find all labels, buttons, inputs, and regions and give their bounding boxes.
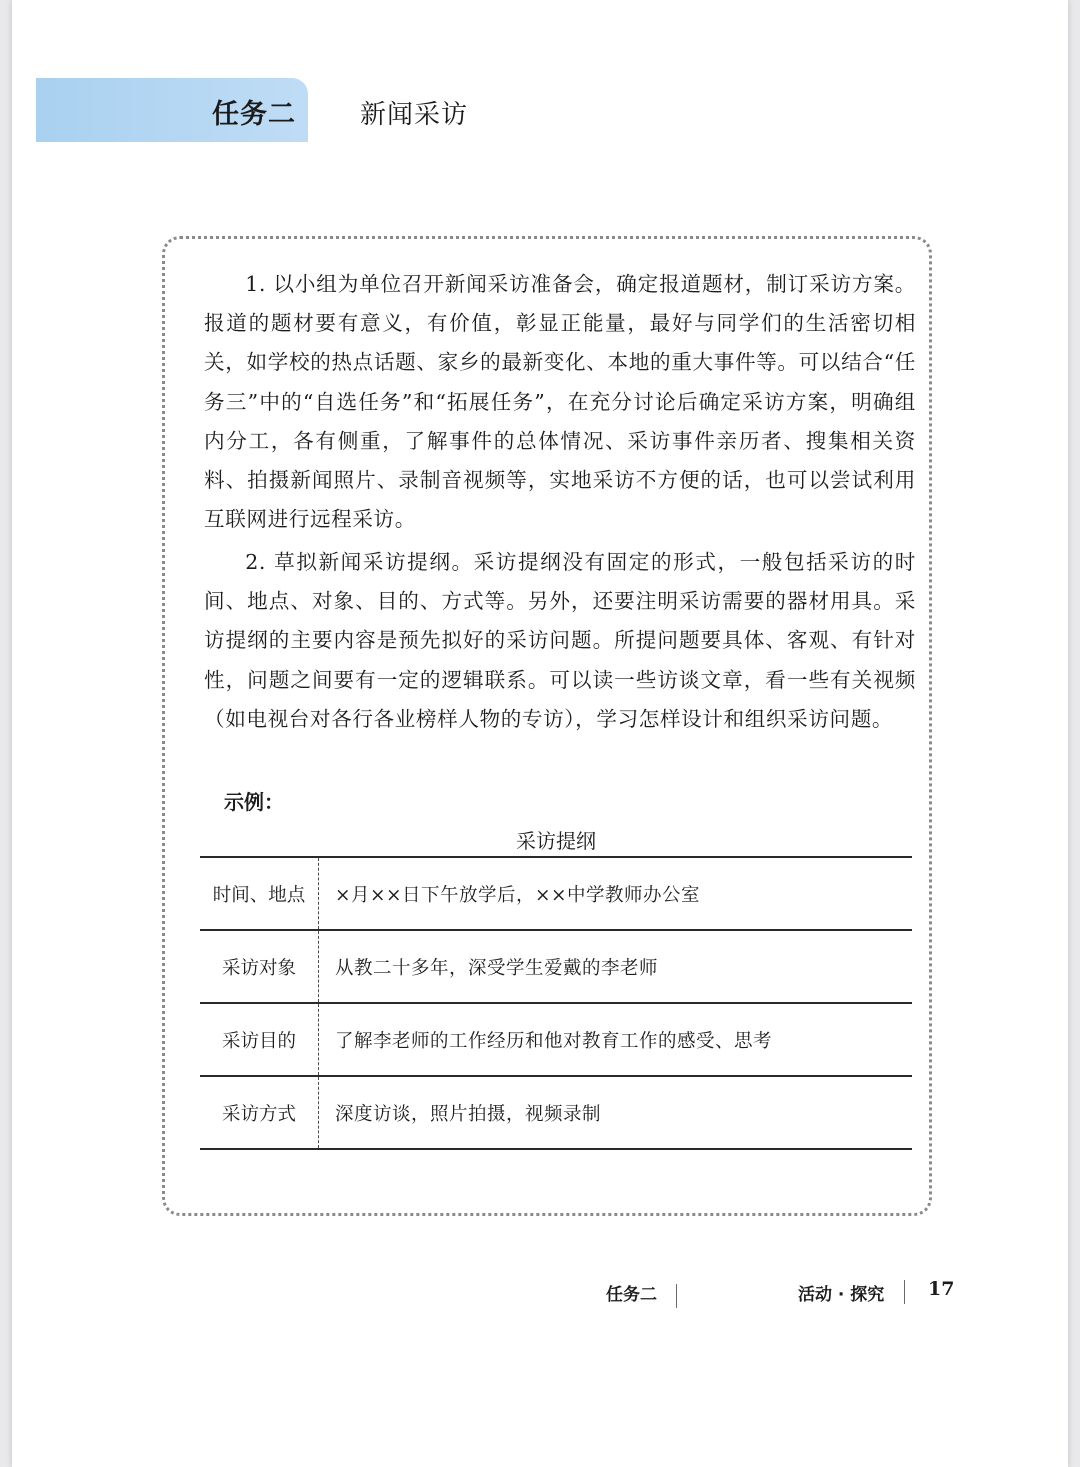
paragraph-2: 2. 草拟新闻采访提纲。采访提纲没有固定的形式，一般包括采访的时间、地点、对象、目的、方式等。另外，还要注明采访需要的器材用具。采访提纲的主要内容是预先拟好的采访问题。所提问题要具体、客观、有针对性，问题之间要有一定的逻辑联系。可以读一些访谈文章，看一些有关视频（如电视台对各行各业榜样人物的专访），学习怎样设计和组织采访问题。 — [204, 550, 916, 731]
outline-table-title: 采访提纲 — [516, 829, 596, 853]
row-key: 时间、地点 — [200, 857, 319, 930]
page-number: 17 — [928, 1278, 955, 1300]
row-value: 深度访谈，照片拍摄，视频录制 — [319, 1076, 913, 1149]
row-value: 了解李老师的工作经历和他对教育工作的感受、思考 — [319, 1003, 913, 1076]
row-value: 从教二十多年，深受学生爱戴的李老师 — [319, 930, 913, 1003]
table-row — [200, 930, 912, 1003]
task-title: 新闻采访 — [360, 100, 469, 130]
footer-divider — [676, 1284, 677, 1308]
table-row — [200, 1076, 912, 1149]
task-label: 任务二 — [212, 99, 296, 130]
table-row — [200, 857, 912, 930]
footer-divider — [904, 1280, 905, 1304]
row-key: 采访对象 — [200, 930, 319, 1003]
row-value: ×月××日下午放学后，××中学教师办公室 — [319, 857, 913, 930]
example-label: 示例： — [224, 790, 284, 814]
table-row — [200, 1003, 912, 1076]
footer-task-label: 任务二 — [606, 1285, 657, 1305]
interview-outline-table — [200, 856, 912, 1150]
paragraph-1: 1. 以小组为单位召开新闻采访准备会，确定报道题材，制订采访方案。报道的题材要有意义，有价值，彰显正能量，最好与同学们的生活密切相关，如学校的热点话题、家乡的最新变化、本地的重大事件等。可以结合“任务三”中的“自选任务”和“拓展任务”，在充分讨论后确定采访方案，明确组内分工，各有侧重，了解事件的总体情况、采访事件亲历者、搜集相关资料、拍摄新闻照片、录制音视频等，实地采访不方便的话，也可以尝试利用互联网进行远程采访。 — [204, 272, 916, 532]
row-key: 采访方式 — [200, 1076, 319, 1149]
footer-section-label: 活动 · 探究 — [798, 1285, 885, 1305]
row-key: 采访目的 — [200, 1003, 319, 1076]
